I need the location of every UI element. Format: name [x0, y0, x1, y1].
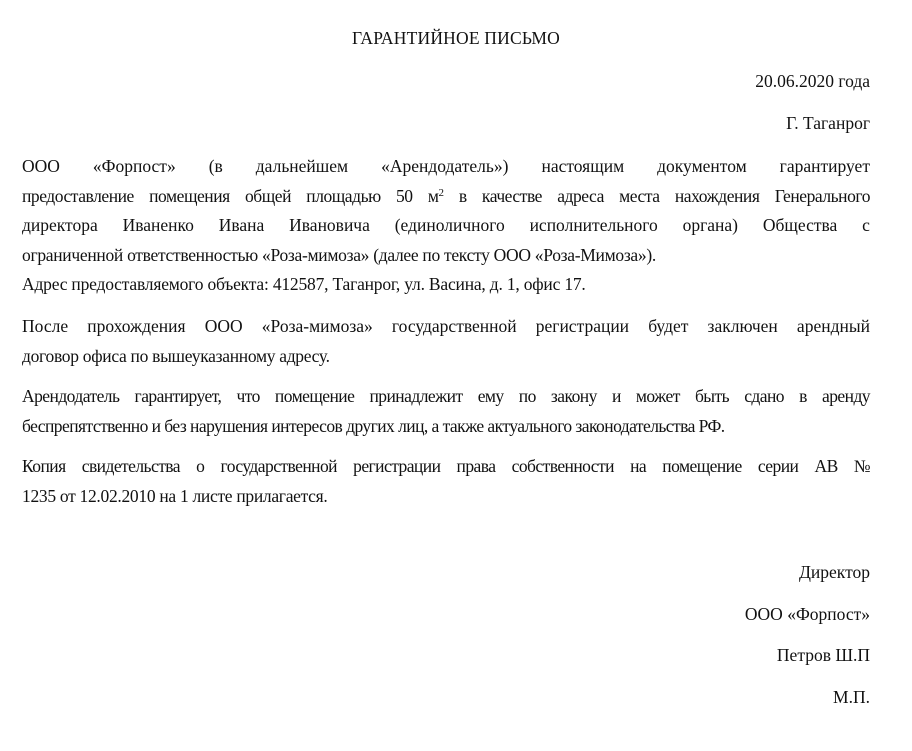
word: гарантирует [779, 156, 870, 176]
word: прохождения [87, 316, 186, 336]
word: (в [208, 156, 223, 176]
superscript: 2 [438, 186, 444, 199]
word: (единоличного [394, 215, 505, 235]
document-city: Г. Таганрог [786, 113, 870, 133]
text-segment: предоставление помещения общей площадью 50 м [22, 185, 439, 206]
word: Иваненко [122, 215, 194, 235]
paragraph-attachment [22, 452, 870, 511]
signature-stamp: М.П. [833, 687, 870, 707]
word: дальнейшем [255, 156, 349, 176]
word: арендный [796, 316, 870, 336]
word: исполнительного [529, 215, 658, 235]
signature-company: ООО «Форпост» [744, 604, 870, 624]
word: «Форпост» [92, 156, 176, 176]
word: После [22, 316, 69, 336]
paragraph-registration [22, 312, 870, 371]
text-segment: в качестве адреса места нахождения Генерального [443, 185, 870, 206]
word: ООО [22, 156, 60, 176]
signature-position: Директор [798, 562, 870, 582]
word: документом [657, 156, 747, 176]
paragraph-line [22, 211, 870, 241]
word: Ивановича [289, 215, 370, 235]
paragraph-line [22, 182, 870, 212]
document-date: 20.06.2020 года [755, 71, 870, 91]
document-title: ГАРАНТИЙНОЕ ПИСЬМО [351, 28, 561, 48]
word: органа) [682, 215, 739, 235]
paragraph-line: Копия свидетельства о государственной регистрации права собственности на помещение серии АВ № [22, 456, 870, 476]
paragraph-line [22, 152, 870, 182]
paragraph-line: Адрес предоставляемого объекта: 412587, Таганрог, ул. Васина, д. 1, офис 17. [22, 274, 586, 294]
paragraph-guarantee [22, 152, 870, 270]
paragraph-line: ограниченной ответственностью «Роза-мимоза» (далее по тексту ООО «Роза-Мимоза»). [22, 244, 656, 265]
word: будет [648, 316, 689, 336]
word: директора [22, 215, 98, 235]
word: с [862, 215, 870, 235]
paragraph-address [22, 270, 870, 300]
word: «Роза-мимоза» [261, 316, 373, 336]
word: ООО [204, 316, 243, 336]
paragraph-line: Арендодатель гарантирует, что помещение принадлежит ему по закону и может быть сдано в аренду [22, 386, 870, 406]
word: государственной [391, 316, 517, 336]
signature-name: Петров Ш.П [776, 645, 870, 665]
word: Общества [762, 215, 838, 235]
paragraph-line [22, 312, 870, 342]
word: регистрации [535, 316, 630, 336]
paragraph-landlord-guarantee [22, 382, 870, 441]
word: настоящим [541, 156, 625, 176]
word: Ивана [218, 215, 265, 235]
word: «Арендодатель») [381, 156, 509, 176]
paragraph-line: беспрепятственно и без нарушения интересов других лиц, а также актуального законодательства РФ. [22, 415, 725, 436]
paragraph-line: 1235 от 12.02.2010 на 1 листе прилагается. [22, 485, 328, 506]
paragraph-line: договор офиса по вышеуказанному адресу. [22, 345, 330, 366]
word: заключен [707, 316, 778, 336]
